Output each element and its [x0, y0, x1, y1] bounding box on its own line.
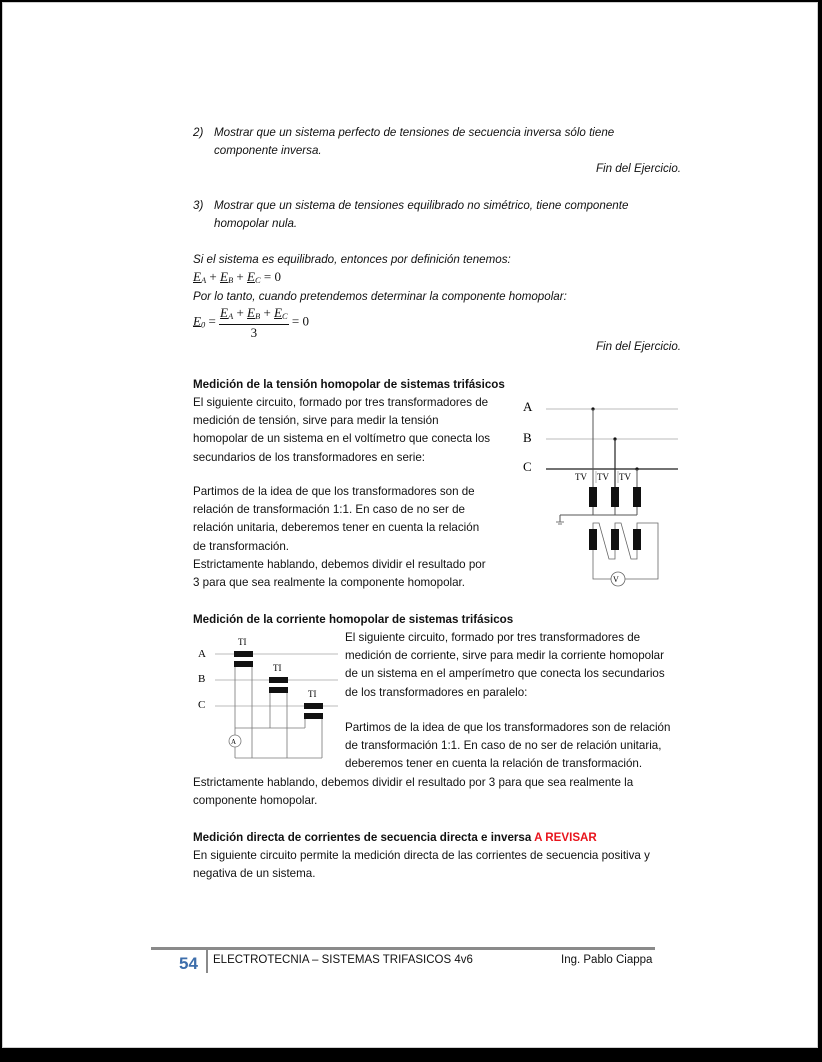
svg-text:TV: TV — [619, 472, 631, 482]
footer-rule — [151, 947, 655, 950]
svg-text:TV: TV — [575, 472, 587, 482]
direct-section-title-text: Medición directa de corrientes de secuencia directa e inversa — [193, 831, 532, 844]
exercise-2-end: Fin del Ejercicio. — [595, 162, 681, 175]
svg-text:TI: TI — [273, 663, 282, 673]
direct-para: En siguiente circuito permite la medición directa de las corrientes de secuencia positiva y negativa de un sistema. — [193, 849, 650, 881]
current-transformer-diagram — [193, 631, 343, 761]
current-section-title: Medición de la corriente homopolar de sistemas trifásicos — [193, 613, 514, 626]
svg-text:B: B — [198, 673, 206, 685]
exercise-3-line1 — [193, 197, 628, 215]
page-number: 54 — [179, 954, 198, 973]
footer-title: ELECTROTECNIA – SISTEMAS TRIFASICOS 4v6 — [213, 954, 473, 966]
svg-text:B: B — [523, 430, 532, 445]
exercise-text: Mostrar que un sistema perfecto de tensiones de secuencia inversa sólo tiene — [214, 126, 615, 139]
footer-separator — [206, 950, 208, 973]
footer-author: Ing. Pablo Ciappa — [561, 954, 653, 966]
voltage-transformer-diagram — [513, 391, 688, 591]
voltage-para1: El siguiente circuito, formado por tres transformadores de medición de tensión, sirve para medir la tensión homopolar de un sistema en el voltímetro que conecta los secundarios de los transformadores en serie: — [193, 396, 491, 464]
equation-homopolar: $E_0$ = $\frac{E_A + E_B + E_C}{3}$ = 0 — [193, 305, 310, 340]
svg-text:A: A — [198, 648, 206, 660]
exercise-3-line2: homopolar nula. — [214, 217, 298, 230]
equation-balanced-sum: $E_A + E_B + E_C = 0$ — [193, 269, 281, 285]
svg-text:A: A — [231, 738, 237, 746]
solution-end: Fin del Ejercicio. — [595, 340, 681, 353]
current-para1: El siguiente circuito, formado por tres transformadores de medición de corriente, sirve para medir la corriente homopolar de un sistema en el amperímetro que conecta los secundarios de los transformadores en paralelo: — [345, 631, 665, 699]
exercise-text: Mostrar que un sistema de tensiones equilibrado no simétrico, tiene componente — [214, 199, 629, 212]
solution-intro: Si el sistema es equilibrado, entonces por definición tenemos: — [193, 253, 511, 266]
exercise-2-line2: componente inversa. — [214, 144, 322, 157]
review-flag: A REVISAR — [534, 831, 597, 844]
voltage-section-title: Medición de la tensión homopolar de sistemas trifásicos — [193, 378, 505, 391]
exercise-2-line1 — [193, 124, 614, 142]
svg-text:C: C — [198, 699, 206, 711]
voltage-para2: Partimos de la idea de que los transformadores son de relación de transformación 1:1. En caso de no ser de relación unitaria, deberemos tener en cuenta la relación de transformación. Estrictamente hablando, debemos dividir el resultado por 3 para que sea realmente la componente homopolar. — [193, 485, 486, 590]
svg-text:A: A — [523, 399, 533, 414]
current-para3: Estrictamente hablando, debemos dividir el resultado por 3 para que sea realmente la componente homopolar. — [193, 776, 634, 808]
direct-section-title — [193, 829, 597, 847]
svg-text:C: C — [523, 459, 532, 474]
solution-mid: Por lo tanto, cuando pretendemos determinar la componente homopolar: — [193, 290, 567, 303]
current-para2: Partimos de la idea de que los transformadores son de relación de transformación 1:1. En caso de no ser de relación unitaria, deberemos tener en cuenta la relación de transformación. — [345, 721, 671, 771]
document-page — [2, 2, 818, 1048]
svg-text:TI: TI — [308, 689, 317, 699]
svg-text:TV: TV — [597, 472, 609, 482]
svg-text:V: V — [613, 575, 619, 584]
svg-text:TI: TI — [238, 637, 247, 647]
exercise-number: 2) — [193, 126, 204, 139]
exercise-number: 3) — [193, 199, 204, 212]
